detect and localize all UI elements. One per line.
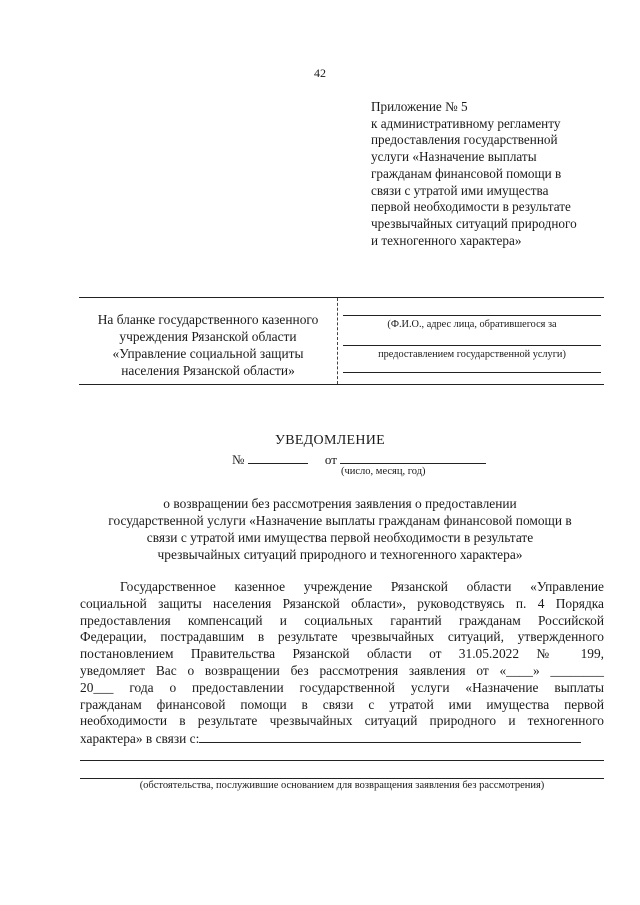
recipient-hint-1: (Ф.И.О., адрес лица, обратившегося за: [387, 319, 557, 330]
header-box: [79, 297, 604, 385]
body-text: [80, 579, 604, 748]
date-hint: (число, месяц, год): [341, 466, 426, 477]
appendix-line: чрезвычайных ситуаций природного: [371, 215, 577, 231]
subject-line: о возвращении без рассмотрения заявления о предоставлении: [163, 496, 517, 511]
body-line-last: [80, 730, 604, 748]
subject-line: государственной услуги «Назначение выплаты гражданам финансовой помощи в: [108, 513, 572, 528]
appendix-line: предоставления государственной: [371, 132, 558, 148]
appendix-line: гражданам финансовой помощи в: [371, 165, 562, 181]
body-line: постановлением Правительства Рязанской области от 31.05.2022 № 199,: [80, 646, 604, 662]
reason-line-3: [80, 778, 604, 779]
reason-line-2: [80, 760, 604, 761]
footnote: (обстоятельства, послужившие основанием для возвращения заявления без рассмотрения): [139, 780, 545, 791]
box-divider: [337, 298, 338, 384]
appendix-line: и техногенного характера»: [371, 232, 522, 248]
number-blank: [248, 451, 308, 464]
body-line: характера» в связи с:: [80, 731, 200, 747]
appendix-line: к административному регламенту: [371, 115, 561, 131]
body-line: 20___ года о предоставлении государственной услуги «Назначение выплаты: [80, 679, 604, 695]
subject-line: чрезвычайных ситуаций природного и техногенного характера»: [157, 547, 523, 562]
body-line: уведомляет Вас о возвращении без рассмотрения заявления от «____» ________: [80, 662, 604, 678]
issuer-line: населения Рязанской области»: [121, 363, 295, 378]
reason-blank-inline: [199, 730, 581, 743]
page-number: 42: [314, 66, 326, 80]
document-title: УВЕДОМЛЕНИЕ: [274, 433, 386, 448]
recipient-hint-2: предоставлением государственной услуги): [378, 349, 566, 360]
issuer-block: [79, 311, 337, 379]
appendix-line: первой необходимости в результате: [371, 199, 571, 215]
subject-line: связи с утратой ими имущества первой необходимости в результате: [146, 530, 534, 545]
recipient-line-3: [343, 372, 601, 373]
body-line: гражданам финансовой помощи в связи с утратой ими имущества первой: [80, 696, 604, 712]
appendix-line: связи с утратой ими имущества: [371, 182, 549, 198]
issuer-line: На бланке государственного казенного: [97, 312, 319, 327]
body-line: предоставления компенсаций и социальных гарантий гражданам Российской: [80, 612, 604, 628]
appendix-line: услуги «Назначение выплаты: [371, 149, 537, 165]
issuer-line: «Управление социальной защиты: [112, 346, 304, 361]
body-line: Федерации, пострадавшим в результате чрезвычайных ситуаций, утвержденного: [80, 629, 604, 645]
recipient-line-2: [343, 345, 601, 346]
date-blank: [340, 451, 486, 464]
issuer-line: учреждения Рязанской области: [119, 329, 297, 344]
body-line: необходимости в результате чрезвычайных ситуаций природного и техногенного: [80, 713, 604, 729]
from-label: от: [324, 452, 337, 467]
appendix-line: Приложение № 5: [371, 99, 468, 114]
number-label: №: [232, 452, 245, 467]
body-line: Государственное казенное учреждение Рязанской области «Управление: [120, 579, 604, 594]
body-line: социальной защиты населения Рязанской области», руководствуясь п. 4 Порядка: [80, 595, 604, 611]
subject-block: [60, 495, 620, 563]
recipient-line-1: [343, 315, 601, 316]
appendix-header: [371, 99, 616, 249]
